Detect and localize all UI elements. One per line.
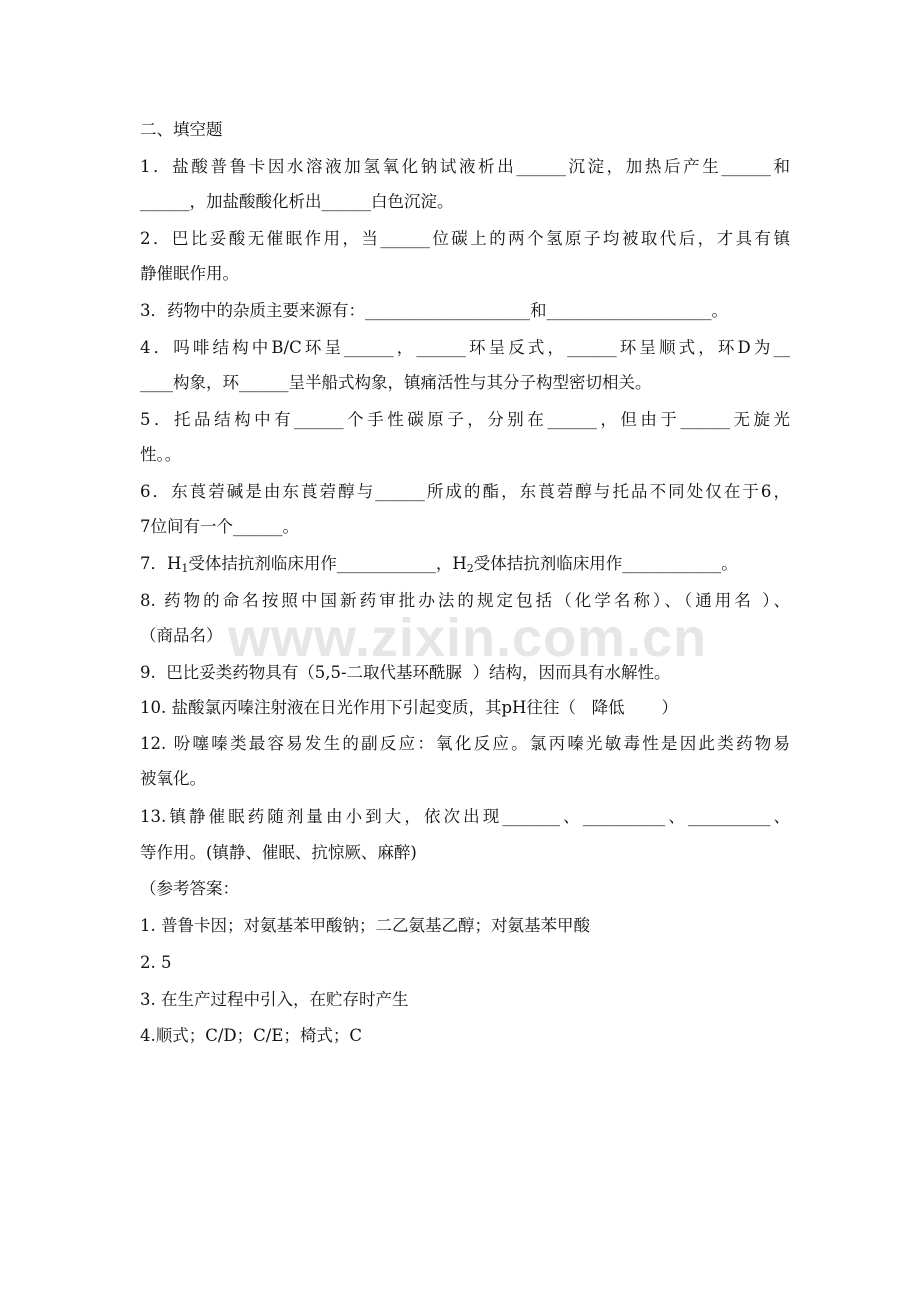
question-4-line-1: 4．吗啡结构中B/C环呈______，______环呈反式，______环呈顺式，环D为__ — [140, 338, 790, 357]
question-12-line-1: 12. 吩噻嗪类最容易发生的副反应：氧化反应。氯丙嗪光敏毒性是因此类药物易 — [140, 734, 790, 753]
question-9-line-1: 9. 巴比妥类药物具有（5,5-二取代基环酰脲 ）结构，因而具有水解性。 — [140, 663, 671, 682]
question-6-line-2: 7位间有一个______。 — [140, 517, 299, 536]
question-7-subscript-2: 2 — [466, 562, 474, 575]
answer-3: 3. 在生产过程中引入，在贮存时产生 — [140, 990, 409, 1009]
question-6-line-1: 6．东莨菪碱是由东莨菪醇与______所成的酯，东莨菪醇与托品不同处仅在于6， — [140, 482, 790, 501]
watermark: www.zixin.com.cn — [228, 608, 708, 668]
section-title: 二、填空题 — [140, 120, 223, 139]
answer-1: 1. 普鲁卡因；对氨基苯甲酸钠；二乙氨基乙醇；对氨基苯甲酸 — [140, 916, 590, 935]
question-7-part-3: 受体拮抗剂临床用作____________。 — [473, 554, 738, 573]
question-2-line-1: 2．巴比妥酸无催眠作用，当______位碳上的两个氢原子均被取代后，才具有镇 — [140, 229, 790, 248]
answers-heading: （参考答案： — [140, 879, 239, 898]
question-10-line-1: 10. 盐酸氯丙嗪注射液在日光作用下引起变质，其pH往往（ 降低 ） — [140, 698, 678, 717]
answer-4: 4.顺式；C/D；C/E；椅式；C — [140, 1026, 363, 1045]
question-3-line-1: 3．药物中的杂质主要来源有：____________________和____________________。 — [140, 301, 728, 320]
answer-2: 2. 5 — [140, 953, 172, 972]
question-1-line-1: 1．盐酸普鲁卡因水溶液加氢氧化钠试液析出______沉淀，加热后产生______和 — [140, 157, 790, 176]
question-13-line-2: 等作用。(镇静、催眠、抗惊厥、麻醉) — [140, 843, 417, 862]
question-1-line-2: ______，加盐酸酸化析出______白色沉淀。 — [140, 192, 454, 211]
question-7-line-1 — [140, 549, 790, 579]
question-7-part-1: 7．H — [140, 554, 182, 573]
question-12-line-2: 被氧化。 — [140, 769, 206, 788]
question-5-line-1: 5．托品结构中有______个手性碳原子，分别在______，但由于______无旋光 — [140, 410, 790, 429]
question-8-line-1: 8. 药物的命名按照中国新药审批办法的规定包括（化学名称）、（通用名 ）、 — [140, 591, 790, 610]
question-7-part-2: 受体拮抗剂临床用作____________，H — [188, 554, 467, 573]
question-13-line-1: 13.镇静催眠药随剂量由小到大，依次出现_______、__________、__________、 — [140, 807, 790, 826]
question-4-line-2: ____构象，环______呈半船式构象，镇痛活性与其分子构型密切相关。 — [140, 373, 652, 392]
question-7-subscript-1: 1 — [181, 562, 189, 575]
question-2-line-2: 静催眠作用。 — [140, 264, 239, 283]
question-5-line-2: 性。。 — [140, 445, 182, 464]
question-8-line-2: （商品名） — [140, 626, 223, 645]
